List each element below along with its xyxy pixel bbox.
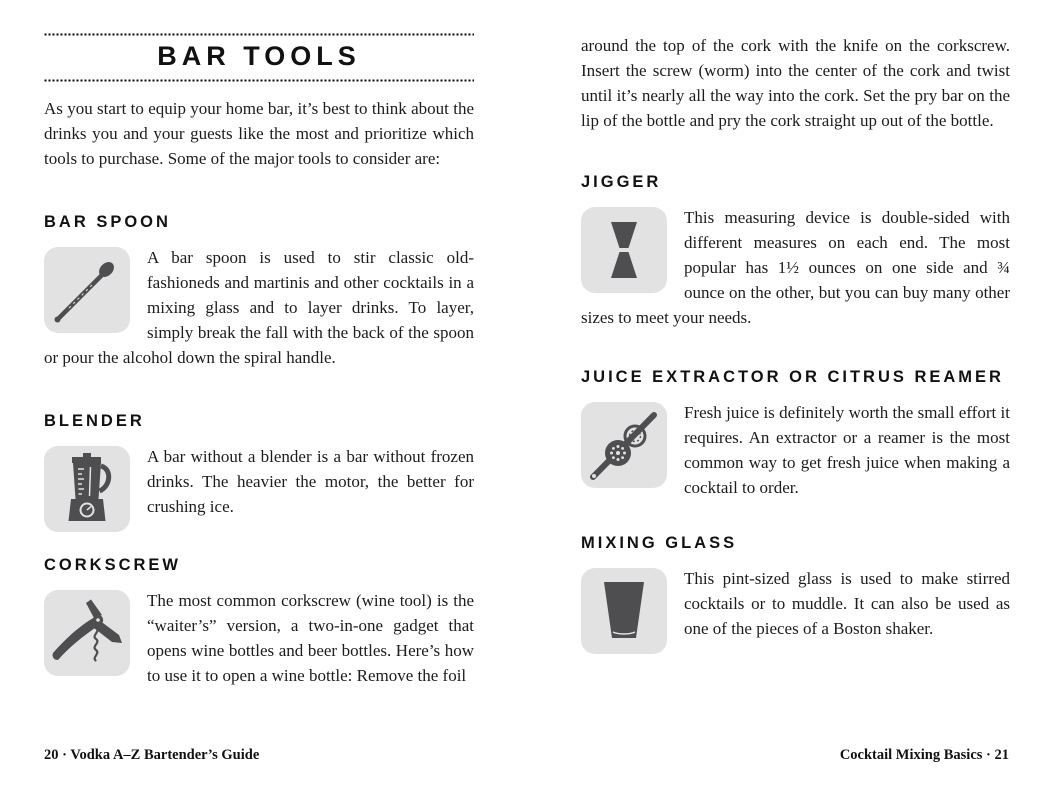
section-paragraph: A bar spoon is used to stir classic old-fashioneds and martinis and other cocktails in a mixing glass and to layer drinks. To layer, simply break the fall with the back of the spoon or pour the alcohol down the spiral handle. <box>44 248 474 367</box>
footer-separator: · <box>62 747 67 763</box>
section-body <box>581 400 1010 500</box>
section-heading: CORKSCREW <box>44 556 181 574</box>
section-bar-spoon <box>44 207 474 370</box>
section-paragraph: A bar without a blender is a bar without frozen drinks. The heavier the motor, the better for crushing ice. <box>147 447 474 516</box>
mixing-glass-icon <box>581 568 667 654</box>
dotted-rule-bottom <box>44 79 474 82</box>
section-body <box>44 245 474 370</box>
left-page-number: 20 <box>44 747 59 763</box>
intro-paragraph: As you start to equip your home bar, it’s best to think about the drinks you and your guests like the most and prioritize which tools to purchase. Some of the major tools to consider are: <box>44 99 474 168</box>
left-page-footer <box>44 747 259 764</box>
section-paragraph: The most common corkscrew (wine tool) is the “waiter’s” version, a two-in-one gadget that opens wine bottles and beer bottles. Here’s how to use it to open a wine bottle: Remove the foil <box>147 591 474 685</box>
section-jigger <box>581 167 1010 330</box>
left-footer-title: Vodka A–Z Bartender’s Guide <box>70 747 260 763</box>
section-mixing-glass <box>581 528 1010 641</box>
section-blender <box>44 406 474 519</box>
section-body <box>581 566 1010 641</box>
blender-icon <box>44 446 130 532</box>
section-heading: JIGGER <box>581 173 662 191</box>
bar-spoon-icon <box>44 247 130 333</box>
chapter-title-block <box>44 33 474 82</box>
section-corkscrew <box>44 550 474 688</box>
section-body <box>44 588 474 688</box>
section-body <box>44 444 474 519</box>
juice-extractor-icon <box>581 402 667 488</box>
section-heading: MIXING GLASS <box>581 534 738 552</box>
corkscrew-continuation-paragraph: around the top of the cork with the knife on the corkscrew. Insert the screw (worm) into the center of the cork and twist until it’s nearly all the way into the cork. Set the pry bar on the lip of the bottle and pry the cork straight up out of the bottle. <box>581 36 1010 130</box>
section-juice-extractor <box>581 362 1010 500</box>
right-page <box>581 0 1010 660</box>
chapter-title: BAR TOOLS <box>157 41 361 71</box>
right-footer-title: Cocktail Mixing Basics <box>839 747 983 763</box>
section-paragraph: This measuring device is double-sided with different measures on each end. The most popular has 1½ ounces on one side and ¾ ounce on the other, but you can buy many other sizes to meet your needs. <box>581 208 1010 327</box>
footer-separator: · <box>986 747 991 763</box>
section-paragraph: This pint-sized glass is used to make stirred cocktails or to muddle. It can also be used as one of the pieces of a Boston shaker. <box>684 569 1010 638</box>
section-body <box>581 205 1010 330</box>
section-heading: BAR SPOON <box>44 213 171 231</box>
left-page <box>44 0 474 688</box>
section-heading: JUICE EXTRACTOR OR CITRUS REAMER <box>581 368 1004 386</box>
section-heading: BLENDER <box>44 412 145 430</box>
section-paragraph: Fresh juice is definitely worth the small effort it requires. An extractor or a reamer is the most common way to get fresh juice when making a cocktail to order. <box>684 403 1010 497</box>
corkscrew-icon <box>44 590 130 676</box>
right-page-number: 21 <box>994 747 1009 763</box>
jigger-icon <box>581 207 667 293</box>
right-page-footer <box>840 747 1009 764</box>
